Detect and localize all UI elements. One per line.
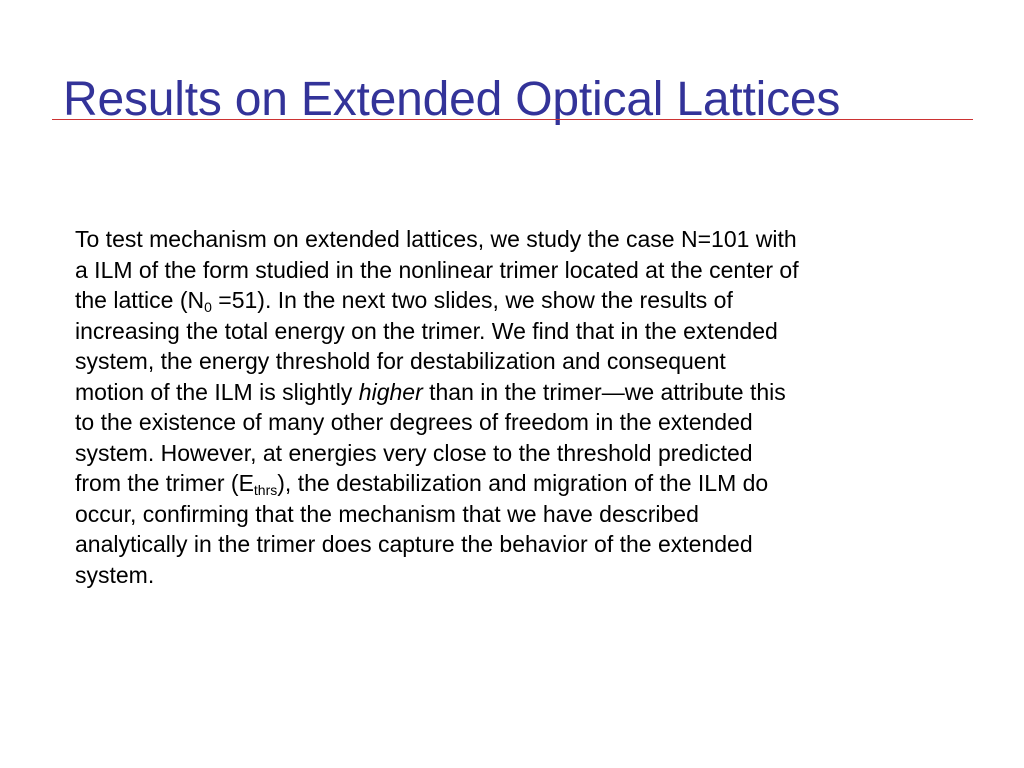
emphasis-higher: higher xyxy=(358,378,423,405)
body-line: analytically in the trimer does capture the behavior of the extended xyxy=(75,531,753,557)
body-line: to the existence of many other degrees of freedom in the extended xyxy=(75,409,753,435)
body-line xyxy=(75,377,980,408)
body-line: system. However, at energies very close to the threshold predicted xyxy=(75,439,753,466)
subscript-n0: 0 xyxy=(204,299,212,315)
body-text: than in the trimer—we attribute this xyxy=(422,378,786,405)
body-line: increasing the total energy on the trimer. We find that in the extended xyxy=(75,317,778,344)
body-text: from the trimer (E xyxy=(75,470,254,496)
body-line xyxy=(75,468,980,499)
body-text: =51). In the next two slides, we show the results of xyxy=(211,287,733,313)
body-text: motion of the ILM is slightly xyxy=(75,378,359,405)
body-line xyxy=(75,285,980,316)
body-paragraph xyxy=(75,224,980,590)
body-line: a ILM of the form studied in the nonlinear trimer located at the center of xyxy=(75,256,799,283)
body-text: the lattice (N xyxy=(75,287,205,313)
body-text: ), the destabilization and migration of the ILM do xyxy=(277,470,769,496)
title-divider xyxy=(52,119,973,120)
slide-title: Results on Extended Optical Lattices xyxy=(63,73,841,126)
subscript-thrs: thrs xyxy=(253,482,278,498)
body-line: To test mechanism on extended lattices, we study the case N=101 with xyxy=(75,226,797,252)
body-line: occur, confirming that the mechanism that we have described xyxy=(75,500,699,527)
body-line: system, the energy threshold for destabilization and consequent xyxy=(75,348,726,374)
body-line: system. xyxy=(75,561,155,588)
